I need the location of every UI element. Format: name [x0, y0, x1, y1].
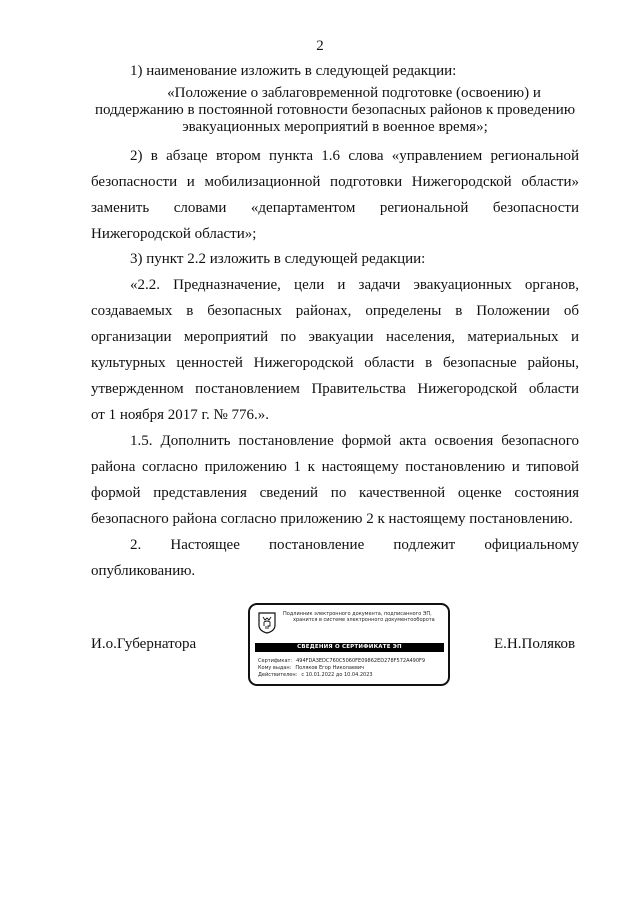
stamp-header-line: Подлинник электронного документа, подписанного ЭП,	[283, 611, 432, 617]
quote-line: эвакуационных мероприятий в военное время»;	[182, 119, 488, 135]
item2-final-paragraph	[91, 532, 579, 584]
stamp-valid-label: Действителен:	[258, 672, 298, 678]
text-line: 2) в абзаце втором пункта 1.6 слова «управлением региональной	[130, 148, 579, 164]
item15-paragraph	[91, 428, 579, 532]
text-line: 1.5. Дополнить постановление формой акта освоения безопасного	[130, 433, 579, 449]
text-line: организации мероприятий по эвакуации населения, материальных и	[91, 329, 579, 345]
text-line: «2.2. Предназначение, цели и задачи эвакуационных органов,	[130, 277, 579, 293]
quote-line: «Положение о заблаговременной подготовке (освоению) и	[167, 85, 541, 101]
stamp-details	[258, 658, 425, 679]
text-line: безопасного района согласно приложению 2 к настоящему постановлению.	[91, 511, 573, 527]
stamp-cert-value: 494FDA3EDC760C5060FE09862ED278F572A490F9	[296, 658, 426, 664]
text-line: 2. Настоящее постановление подлежит официальному	[130, 537, 579, 553]
text-line: заменить словами «департаментом региональной безопасности	[91, 200, 579, 216]
stamp-issued-value: Поляков Егор Николаевич	[295, 665, 365, 671]
text-line: утвержденном постановлением Правительства Нижегородской области	[91, 381, 579, 397]
stamp-header	[283, 611, 448, 623]
stamp-valid-value: с 10.01.2022 до 10.04.2023	[301, 672, 373, 678]
stamp-header-line: хранится в системе электронного документооборота	[293, 617, 435, 623]
digital-signature-stamp	[248, 603, 450, 686]
stamp-valid-row	[258, 672, 425, 679]
item2-paragraph	[91, 143, 579, 247]
page-number: 2	[316, 38, 324, 54]
stamp-issued-row	[258, 665, 425, 672]
stamp-cert-row	[258, 658, 425, 665]
stamp-issued-label: Кому выдан:	[258, 665, 292, 671]
deer-emblem-icon	[258, 612, 276, 634]
text-line: Нижегородской области»;	[91, 226, 257, 242]
stamp-title: СВЕДЕНИЯ О СЕРТИФИКАТЕ ЭП	[255, 643, 444, 652]
item3-quote	[91, 272, 579, 428]
item1-intro: 1) наименование изложить в следующей редакции:	[130, 63, 457, 79]
item1-quote	[91, 85, 579, 136]
quote-line: поддержанию в постоянной готовности безопасных районов к проведению	[94, 102, 576, 118]
stamp-cert-label: Сертификат:	[258, 658, 293, 664]
text-line: формой представления сведений по качественной оценке состояния	[91, 485, 579, 501]
item3-intro: 3) пункт 2.2 изложить в следующей редакции:	[130, 251, 426, 267]
signatory-position: И.о.Губернатора	[91, 636, 197, 652]
text-line: культурных ценностей Нижегородской области в безопасные районы,	[91, 355, 579, 371]
text-line: безопасности и мобилизационной подготовки Нижегородской области»	[91, 174, 579, 190]
text-line: создаваемых в безопасных районах, определены в Положении об	[91, 303, 579, 319]
text-line: опубликованию.	[91, 563, 196, 579]
signatory-name: Е.Н.Поляков	[494, 636, 576, 652]
text-line: района согласно приложению 1 к настоящему постановлению и типовой	[91, 459, 579, 475]
text-line: от 1 ноября 2017 г. № 776.».	[91, 407, 270, 423]
